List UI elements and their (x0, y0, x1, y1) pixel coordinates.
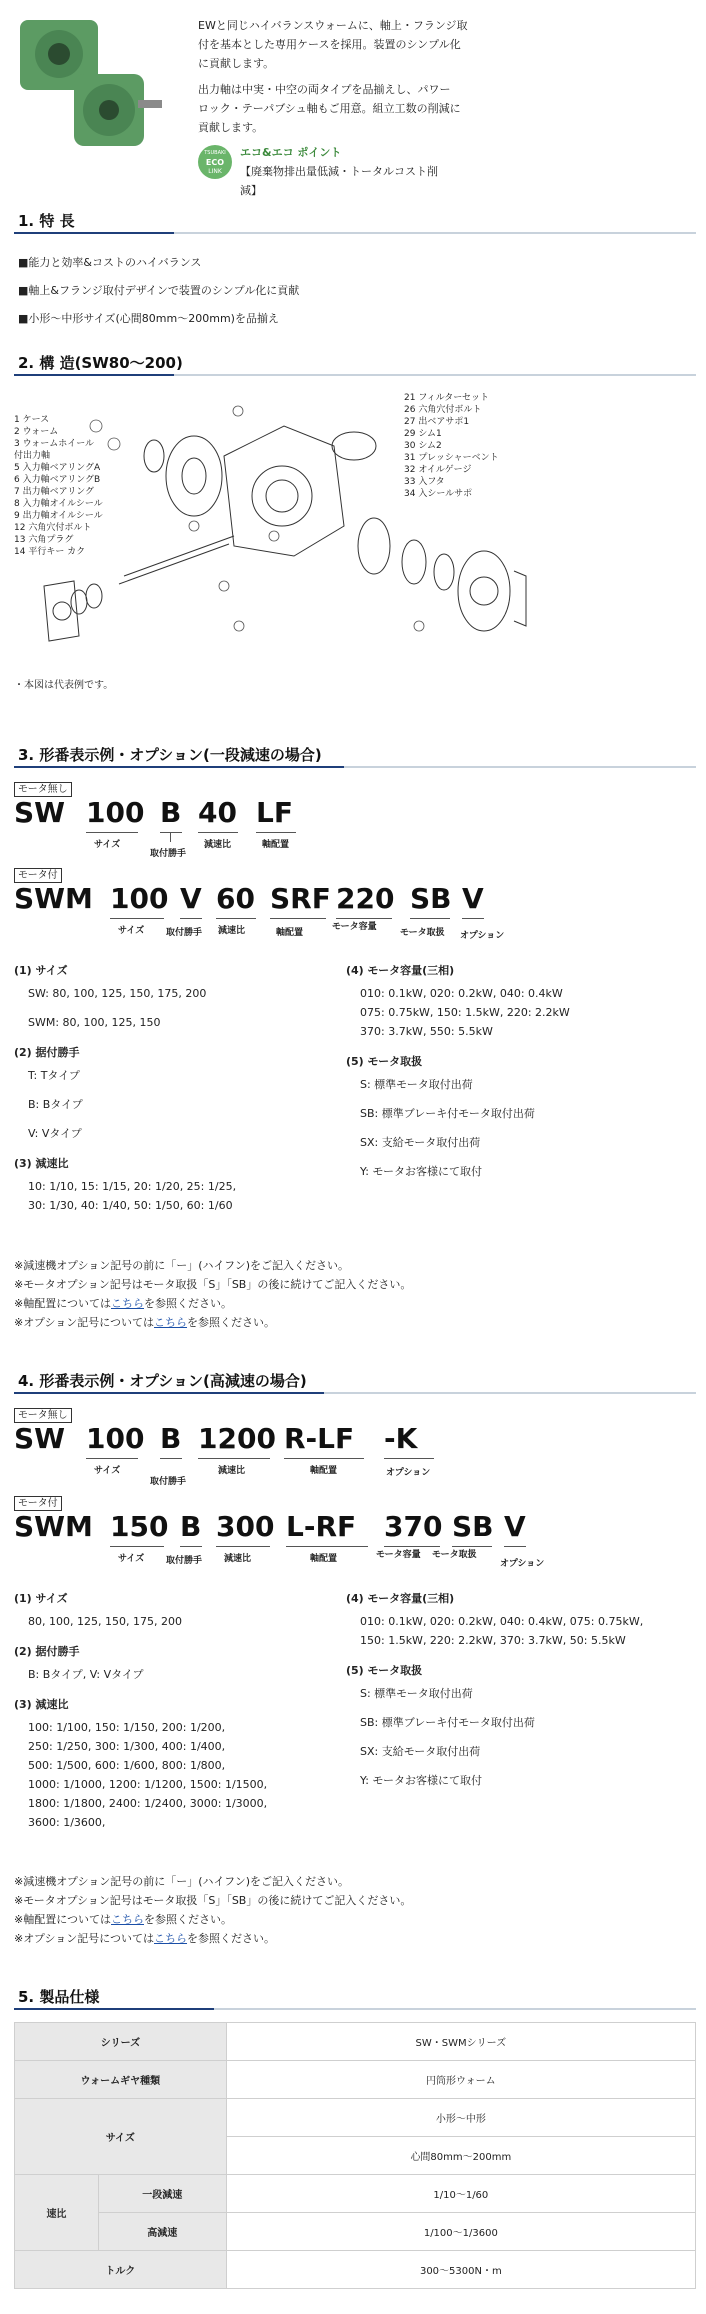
part-label: 13 六角プラグ (14, 535, 74, 545)
product-image (14, 14, 180, 164)
option-heading: (3) 減速比 (14, 1157, 69, 1170)
spec-value: SW・SWMシリーズ (226, 2023, 695, 2061)
option-line: 30: 1/30, 40: 1/40, 50: 1/50, 60: 1/60 (28, 1199, 233, 1212)
spec-value: 円筒形ウォーム (226, 2061, 695, 2099)
table-row (15, 2213, 696, 2251)
option-line: 010: 0.1kW, 020: 0.2kW, 040: 0.4kW, 075: 0.75kW, (360, 1615, 644, 1628)
eco-point-title: エコ&エコ ポイント (240, 146, 342, 159)
part-label: 8 入力軸オイルシール (14, 499, 103, 509)
option-heading: (3) 減速比 (14, 1698, 69, 1711)
code-label: 取付勝手 (166, 1556, 203, 1566)
option-line: 150: 1.5kW, 220: 2.2kW, 370: 3.7kW, 50: 5.5kW (360, 1634, 626, 1647)
spec-header: トルク (15, 2251, 227, 2289)
code-label: 軸配置 (310, 1554, 338, 1564)
option-line: S: 標準モータ取付出荷 (360, 1078, 473, 1091)
part-label: 21 フィルターセット (404, 393, 490, 403)
code-part: SB (452, 1510, 494, 1543)
code-part: V (504, 1510, 526, 1543)
spec-value: 小形〜中形 (226, 2099, 695, 2137)
option-line: T: Tタイプ (28, 1069, 80, 1082)
section-5-title: 5. 製品仕様 (18, 1988, 100, 2006)
code-label: モータ容量 (376, 1550, 421, 1560)
parts-list-right (404, 392, 499, 500)
axis-layout-link[interactable]: こちら (111, 1913, 144, 1926)
spec-value: 1/100〜1/3600 (226, 2213, 695, 2251)
section-5-rule (14, 2008, 696, 2010)
worm-gear-photo (14, 14, 180, 164)
option-heading: (2) 据付勝手 (14, 1645, 80, 1658)
code-part: 300 (216, 1510, 275, 1543)
code-label: 軸配置 (310, 1466, 338, 1476)
section-3-left-options (14, 962, 344, 1215)
eco-logo-text: ECO (205, 157, 225, 167)
tag-no-motor: モータ無し (14, 1408, 72, 1423)
feature-item: ■小形〜中形サイズ(心間80mm〜200mm)を品揃え (18, 312, 279, 325)
part-label: 29 シム1 (404, 429, 442, 439)
option-line: SX: 支給モータ取付出荷 (360, 1136, 481, 1149)
intro-line: 付を基本とした専用ケースを採用。装置のシンプル化 (198, 38, 461, 51)
section-1-rule (14, 232, 696, 234)
table-row (15, 2175, 696, 2213)
part-label: 2 ウォーム (14, 427, 59, 437)
option-line: 1000: 1/1000, 1200: 1/1200, 1500: 1/1500, (28, 1778, 268, 1791)
section-4-notes (14, 1872, 411, 1948)
intro-line: ロック・テーパブシュ軸もご用意。組立工数の削減に (198, 102, 461, 115)
option-heading: (2) 据付勝手 (14, 1046, 80, 1059)
part-label: 34 入シールサポ (404, 489, 473, 499)
spec-subheader: 高減速 (98, 2213, 226, 2251)
parts-list-left (14, 414, 103, 558)
part-label: 9 出力軸オイルシール (14, 511, 103, 521)
option-line: 1800: 1/1800, 2400: 1/2400, 3000: 1/3000, (28, 1797, 268, 1810)
code-part: V (462, 882, 484, 915)
code-part: R-LF (284, 1422, 355, 1455)
code-part: 40 (198, 796, 237, 829)
spec-value: 1/10〜1/60 (226, 2175, 695, 2213)
tag-with-motor: モータ付 (14, 1496, 62, 1511)
section-4-rule (14, 1392, 696, 1394)
option-line: Y: モータお客様にて取付 (360, 1165, 483, 1178)
model-code-no-motor (14, 796, 414, 859)
note-text: を参照ください。 (144, 1913, 232, 1926)
note-text: ※軸配置については (14, 1913, 111, 1926)
option-line: SX: 支給モータ取付出荷 (360, 1745, 481, 1758)
option-line: 010: 0.1kW, 020: 0.2kW, 040: 0.4kW (360, 987, 563, 1000)
option-line: 250: 1/250, 300: 1/300, 400: 1/400, (28, 1740, 226, 1753)
option-line: 500: 1/500, 600: 1/600, 800: 1/800, (28, 1759, 226, 1772)
option-line: 075: 0.75kW, 150: 1.5kW, 220: 2.2kW (360, 1006, 570, 1019)
tag-with-motor: モータ付 (14, 868, 62, 883)
option-line: B: Bタイプ (28, 1098, 83, 1111)
code-part: SW (14, 796, 66, 829)
part-label: 30 シム2 (404, 441, 442, 451)
section-4-left-options (14, 1590, 344, 1832)
code-label: モータ取扱 (432, 1550, 477, 1560)
section-4-right-options (346, 1590, 696, 1790)
code-part: B (160, 796, 182, 829)
section-3-right-options (346, 962, 696, 1181)
eco-text-line: 【廃棄物排出量低減・トータルコスト削 (240, 165, 438, 178)
table-row (15, 2061, 696, 2099)
option-line: 3600: 1/3600, (28, 1816, 106, 1829)
note-line (14, 1929, 411, 1948)
code-label: 取付勝手 (166, 928, 203, 938)
axis-layout-link[interactable]: こちら (111, 1297, 144, 1310)
spec-value: 心間80mm〜200mm (226, 2137, 695, 2175)
part-label: 1 ケース (14, 415, 50, 425)
section-3-rule (14, 766, 696, 768)
option-line: B: Bタイプ, V: Vタイプ (28, 1668, 144, 1681)
code-label: モータ取扱 (400, 928, 445, 938)
code-label: オプション (500, 1559, 545, 1569)
code-part: 60 (216, 882, 255, 915)
option-heading: (1) サイズ (14, 1592, 68, 1605)
option-code-link[interactable]: こちら (154, 1316, 188, 1329)
option-line: S: 標準モータ取付出荷 (360, 1687, 473, 1700)
intro-line: 出力軸は中実・中空の両タイプを品揃えし、パワー (198, 83, 451, 96)
table-row (15, 2251, 696, 2289)
section-2-title: 2. 構 造(SW80〜200) (18, 354, 183, 372)
intro-line: 貢献します。 (198, 121, 264, 134)
option-line: 80, 100, 125, 150, 175, 200 (28, 1615, 182, 1628)
code-label: 減速比 (224, 1554, 252, 1564)
note-line (14, 1910, 411, 1929)
option-line: SB: 標準ブレーキ付モータ取付出荷 (360, 1107, 535, 1120)
code-part: SWM (14, 1510, 93, 1543)
note-text: を参照ください。 (187, 1316, 276, 1329)
option-line: Y: モータお客様にて取付 (360, 1774, 483, 1787)
code-part: SB (410, 882, 452, 915)
feature-item: ■能力と効率&コストのハイバランス (18, 256, 202, 269)
option-line: 370: 3.7kW, 550: 5.5kW (360, 1025, 493, 1038)
code-part: SW (14, 1422, 66, 1455)
note-text: ※オプション記号については (14, 1316, 155, 1329)
code-part: L-RF (286, 1510, 357, 1543)
code-label: 減速比 (218, 1466, 246, 1476)
code-label: モータ容量 (332, 922, 377, 932)
spec-header: 速比 (15, 2175, 99, 2251)
code-part: SRF (270, 882, 331, 915)
code-part: B (160, 1422, 182, 1455)
note-line (14, 1294, 411, 1313)
part-label: 33 入フタ (404, 477, 445, 487)
option-line: 100: 1/100, 150: 1/150, 200: 1/200, (28, 1721, 226, 1734)
eco-text-line: 減】 (240, 184, 262, 197)
eco-logo-text: LINK (208, 167, 222, 175)
part-label: 6 入力軸ベアリングB (14, 475, 101, 485)
eco-link-logo (198, 145, 232, 179)
option-heading: (5) モータ取扱 (346, 1055, 423, 1068)
section-3-title: 3. 形番表示例・オプション(一段減速の場合) (18, 746, 322, 764)
part-label: 12 六角穴付ボルト (14, 523, 92, 533)
code-label: 減速比 (218, 926, 246, 936)
code-label: サイズ (118, 926, 145, 936)
code-label: サイズ (94, 840, 121, 850)
part-label: 32 オイルゲージ (404, 465, 472, 475)
code-label: 軸配置 (276, 928, 304, 938)
code-part: 100 (86, 796, 145, 829)
code-part: 100 (110, 882, 169, 915)
code-part: 150 (110, 1510, 169, 1543)
spec-header: シリーズ (15, 2023, 227, 2061)
code-part: SWM (14, 882, 93, 915)
spec-table (14, 2022, 696, 2289)
note-text: ※軸配置については (14, 1297, 111, 1310)
code-label: オプション (386, 1468, 431, 1478)
part-label: 14 平行キー カク (14, 547, 86, 557)
code-part: 100 (86, 1422, 145, 1455)
part-label: 5 入力軸ベアリングA (14, 463, 101, 473)
code-part: LF (256, 796, 293, 829)
option-line: SB: 標準ブレーキ付モータ取付出荷 (360, 1716, 535, 1729)
intro-line: に貢献します。 (198, 57, 275, 70)
code-label: 取付勝手 (150, 849, 187, 859)
part-label: 7 出力軸ベアリング (14, 487, 95, 497)
spec-header: ウォームギヤ種類 (15, 2061, 227, 2099)
code-label: サイズ (94, 1466, 121, 1476)
part-label: 26 六角穴付ボルト (404, 405, 482, 415)
intro-paragraph-2 (198, 80, 578, 137)
note-line: ※減速機オプション記号の前に「ー」(ハイフン)をご記入ください。 (14, 1875, 350, 1888)
table-row (15, 2099, 696, 2137)
code-label: 軸配置 (262, 840, 290, 850)
code-label: サイズ (118, 1554, 145, 1564)
note-line: ※減速機オプション記号の前に「ー」(ハイフン)をご記入ください。 (14, 1259, 350, 1272)
feature-item: ■軸上&フランジ取付デザインで装置のシンプル化に貢献 (18, 284, 300, 297)
model-code-high-no-motor (14, 1422, 574, 1487)
model-code-high-with-motor (14, 1510, 574, 1570)
option-heading: (4) モータ容量(三相) (346, 964, 455, 977)
model-code-with-motor (14, 882, 574, 942)
option-line: V: Vタイプ (28, 1127, 82, 1140)
code-part: 220 (336, 882, 395, 915)
note-text: ※オプション記号については (14, 1932, 155, 1945)
section-1-title: 1. 特 長 (18, 212, 75, 230)
tag-no-motor: モータ無し (14, 782, 72, 797)
section-2-rule (14, 374, 696, 376)
feature-list (18, 253, 299, 328)
intro-line: EWと同じハイバランスウォームに、軸上・フランジ取 (198, 19, 468, 32)
option-code-link[interactable]: こちら (154, 1932, 188, 1945)
code-part: 1200 (198, 1422, 276, 1455)
note-text: を参照ください。 (144, 1297, 232, 1310)
code-part: 370 (384, 1510, 443, 1543)
section-4-title: 4. 形番表示例・オプション(高減速の場合) (18, 1372, 307, 1390)
note-line: ※モータオプション記号はモータ取扱「S」「SB」の後に続けてご記入ください。 (14, 1278, 412, 1291)
code-part: B (180, 1510, 202, 1543)
option-heading: (5) モータ取扱 (346, 1664, 423, 1677)
part-label: 3 ウォームホイール (14, 439, 95, 449)
code-part: V (180, 882, 202, 915)
eco-point-text (240, 162, 438, 200)
spec-value: 300〜5300N・m (226, 2251, 695, 2289)
spec-subheader: 一段減速 (98, 2175, 226, 2213)
part-label: 31 プレッシャーベント (404, 453, 499, 463)
option-heading: (4) モータ容量(三相) (346, 1592, 455, 1605)
option-line: SWM: 80, 100, 125, 150 (28, 1016, 161, 1029)
section-3-notes (14, 1256, 411, 1332)
code-label: 減速比 (204, 840, 232, 850)
table-row (15, 2023, 696, 2061)
option-line: 10: 1/10, 15: 1/15, 20: 1/20, 25: 1/25, (28, 1180, 237, 1193)
diagram-note: ・本図は代表例です。 (14, 680, 114, 691)
code-label: 取付勝手 (150, 1477, 187, 1487)
note-line (14, 1313, 411, 1332)
option-heading: (1) サイズ (14, 964, 68, 977)
note-text: を参照ください。 (187, 1932, 276, 1945)
spec-header: サイズ (15, 2099, 227, 2175)
code-label: オプション (460, 931, 505, 941)
part-label: 付出力軸 (14, 451, 51, 461)
intro-paragraph-1 (198, 16, 578, 73)
eco-logo-text: TSUBAKI (204, 149, 226, 156)
note-line: ※モータオプション記号はモータ取扱「S」「SB」の後に続けてご記入ください。 (14, 1894, 412, 1907)
code-part: -K (384, 1422, 418, 1455)
part-label: 27 出ベアサポ1 (404, 417, 470, 427)
option-line: SW: 80, 100, 125, 150, 175, 200 (28, 987, 207, 1000)
